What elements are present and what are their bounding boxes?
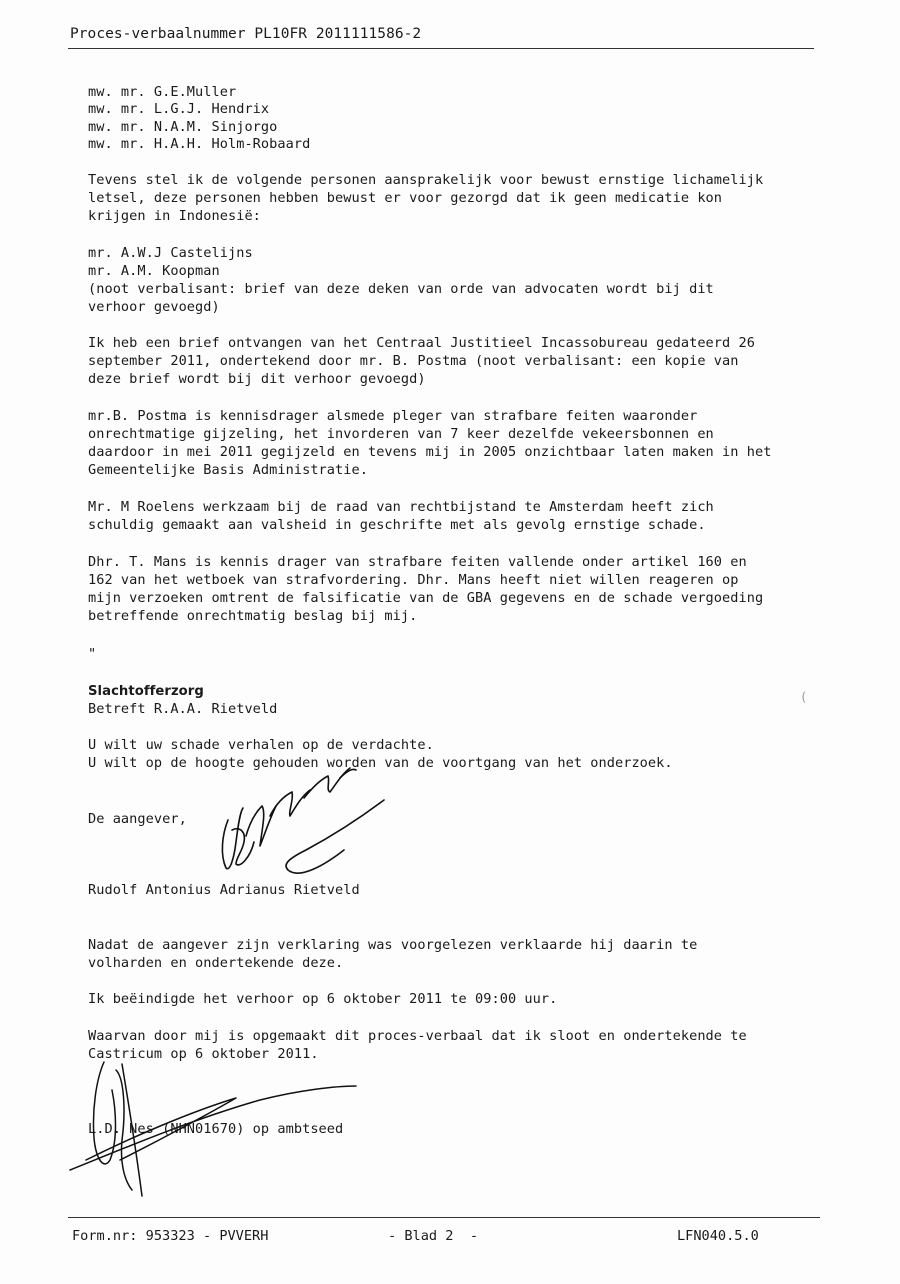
footer-rule [68, 1217, 820, 1218]
text-line: Ik heb een brief ontvangen van het Centraal Justitieel Incassobureau gedateerd 26 [88, 335, 755, 351]
text-line: 162 van het wetboek van strafvordering. Dhr. Mans heeft niet willen reageren op [88, 572, 739, 588]
complainant-name: Rudolf Antonius Adrianus Rietveld [88, 882, 360, 898]
text-line: september 2011, ondertekend door mr. B. Postma (noot verbalisant: een kopie van [88, 353, 739, 369]
form-number: Form.nr: 953323 - PVVERH [72, 1228, 269, 1244]
text-line: Castricum op 6 oktober 2011. [88, 1046, 319, 1062]
victim-care-heading: Slachtofferzorg [88, 684, 204, 699]
text-line: U wilt uw schade verhalen op de verdachte. [88, 737, 434, 753]
text-line: daardoor in mei 2011 gegijzeld en tevens mij in 2005 onzichtbaar laten maken in het [88, 444, 772, 460]
officer-line: L.D. Nes (NHN01670) op ambtseed [88, 1121, 344, 1137]
text-line: Nadat de aangever zijn verklaring was voorgelezen verklaarde hij daarin te [88, 937, 698, 953]
text-line: U wilt op de hoogte gehouden worden van de voortgang van het onderzoek. [88, 755, 673, 771]
scan-mark: ( [800, 690, 808, 704]
text-line: Gemeentelijke Basis Administratie. [88, 462, 368, 478]
text-line: mw. mr. N.A.M. Sinjorgo [88, 119, 278, 135]
form-code: LFN040.5.0 [677, 1228, 759, 1244]
text-line: mw. mr. H.A.H. Holm-Robaard [88, 136, 311, 152]
text-line: Waarvan door mij is opgemaakt dit proces-verbaal dat ik sloot en ondertekende te [88, 1028, 747, 1044]
closing-quote: " [88, 646, 97, 662]
text-line: onrechtmatige gijzeling, het invorderen van 7 keer dezelfde vekeersbonnen en [88, 426, 714, 442]
text-line: Ik beëindigde het verhoor op 6 oktober 2011 te 09:00 uur. [88, 991, 558, 1007]
text-line: mijn verzoeken omtrent de falsificatie van de GBA gegevens en de schade vergoeding [88, 590, 764, 606]
text-line: letsel, deze personen hebben bewust er voor gezorgd dat ik geen medicatie kon [88, 190, 723, 206]
pv-number-header: Proces-verbaalnummer PL10FR 2011111586-2 [70, 26, 422, 42]
text-line: mr.B. Postma is kennisdrager alsmede pleger van strafbare feiten waaronder [88, 408, 698, 424]
page-number: - Blad 2 - [388, 1228, 479, 1244]
text-line: mr. A.M. Koopman [88, 263, 220, 279]
text-line: schuldig gemaakt aan valsheid in geschrifte met als gevolg ernstige schade. [88, 517, 706, 533]
text-line: mr. A.W.J Castelijns [88, 245, 253, 261]
text-line: Dhr. T. Mans is kennis drager van strafbare feiten vallende onder artikel 160 en [88, 554, 747, 570]
text-line: deze brief wordt bij dit verhoor gevoegd) [88, 371, 426, 387]
text-line: verhoor gevoegd) [88, 299, 220, 315]
text-line: mw. mr. L.G.J. Hendrix [88, 101, 270, 117]
text-line: mw. mr. G.E.Muller [88, 84, 237, 100]
text-line: Tevens stel ik de volgende personen aansprakelijk voor bewust ernstige lichamelijk [88, 172, 764, 188]
text-line: volharden en ondertekende deze. [88, 955, 344, 971]
complainant-label: De aangever, [88, 811, 187, 827]
text-line: krijgen in Indonesië: [88, 208, 261, 224]
text-line: Betreft R.A.A. Rietveld [88, 701, 278, 717]
text-line: betreffende onrechtmatig beslag bij mij. [88, 608, 418, 624]
text-line: Mr. M Roelens werkzaam bij de raad van rechtbijstand te Amsterdam heeft zich [88, 499, 714, 515]
text-line: (noot verbalisant: brief van deze deken van orde van advocaten wordt bij dit [88, 281, 714, 297]
